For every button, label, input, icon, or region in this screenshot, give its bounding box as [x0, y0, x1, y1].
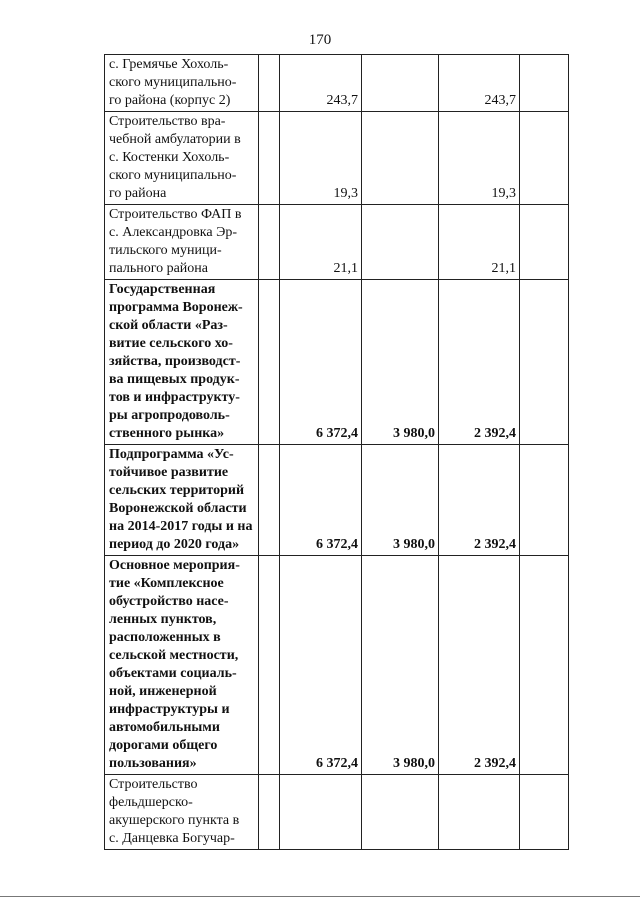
empty-cell	[520, 445, 569, 556]
row-label: Подпрограмма «Ус- тойчивое развитие сельских территорий Воронежской области на 2014-2017 годы и на период до 2020 года»	[105, 445, 259, 556]
row-label: Государственная программа Воронеж- ской области «Раз- витие сельского хо- зяйства, производст- ва пищевых продук- тов и инфраструкту- ры агропродоволь- ственного рынка»	[105, 280, 259, 445]
federal-value	[362, 205, 439, 280]
total-value: 243,7	[280, 55, 362, 112]
empty-cell	[259, 205, 280, 280]
regional-value: 19,3	[439, 112, 520, 205]
empty-cell	[520, 775, 569, 850]
total-value	[280, 775, 362, 850]
row-label: Основное мероприя- тие «Комплексное обустройство насе- ленных пунктов, расположенных в сельской местности, объектами социаль- ной, инженерной инфраструктуры и автомобильными дорогами общего пользования»	[105, 556, 259, 775]
table-row	[105, 112, 569, 205]
table-row	[105, 205, 569, 280]
federal-value	[362, 775, 439, 850]
empty-cell	[259, 112, 280, 205]
federal-value: 3 980,0	[362, 280, 439, 445]
page-bottom-rule	[0, 896, 640, 897]
regional-value: 2 392,4	[439, 280, 520, 445]
empty-cell	[520, 556, 569, 775]
federal-value	[362, 55, 439, 112]
row-label: Строительство фельдшерско- акушерского пункта в с. Данцевка Богучар-	[105, 775, 259, 850]
total-value: 21,1	[280, 205, 362, 280]
total-value: 6 372,4	[280, 556, 362, 775]
empty-cell	[520, 55, 569, 112]
empty-cell	[259, 775, 280, 850]
table-row	[105, 280, 569, 445]
budget-table	[104, 54, 569, 850]
row-label: Строительство вра- чебной амбулатории в с. Костенки Хохоль- ского муниципально- го района	[105, 112, 259, 205]
row-label: Строительство ФАП в с. Александровка Эр- тильского муници- пального района	[105, 205, 259, 280]
regional-value: 2 392,4	[439, 445, 520, 556]
empty-cell	[520, 205, 569, 280]
page-number: 170	[308, 32, 332, 48]
federal-value: 3 980,0	[362, 445, 439, 556]
empty-cell	[520, 280, 569, 445]
regional-value: 21,1	[439, 205, 520, 280]
row-label: с. Гремячье Хохоль- ского муниципально- го района (корпус 2)	[105, 55, 259, 112]
table-row	[105, 445, 569, 556]
total-value: 19,3	[280, 112, 362, 205]
total-value: 6 372,4	[280, 445, 362, 556]
empty-cell	[259, 280, 280, 445]
empty-cell	[259, 556, 280, 775]
table-row	[105, 556, 569, 775]
federal-value: 3 980,0	[362, 556, 439, 775]
table-row	[105, 775, 569, 850]
empty-cell	[259, 445, 280, 556]
regional-value: 2 392,4	[439, 556, 520, 775]
total-value: 6 372,4	[280, 280, 362, 445]
empty-cell	[259, 55, 280, 112]
federal-value	[362, 112, 439, 205]
table-row	[105, 55, 569, 112]
empty-cell	[520, 112, 569, 205]
regional-value: 243,7	[439, 55, 520, 112]
regional-value	[439, 775, 520, 850]
